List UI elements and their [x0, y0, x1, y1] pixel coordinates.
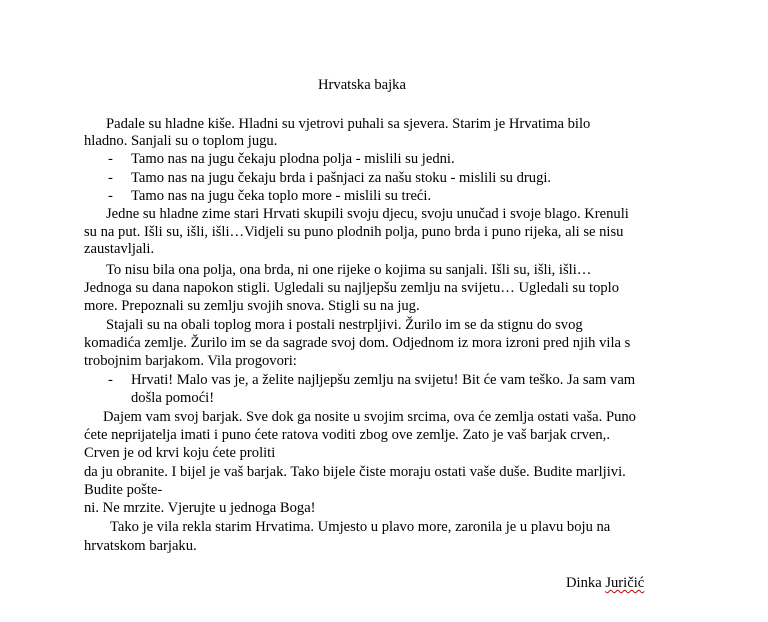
paragraph-5-line-5: Budite pošte- [84, 482, 163, 498]
list-item-1: Tamo nas na jugu čekaju plodna polja - mislili su jedni. [131, 151, 455, 167]
paragraph-6-line-1: Tako je vila rekla starim Hrvatima. Umjesto u plavo more, zaronila je u plavu boju na [110, 519, 611, 535]
fairy-speech-line-1: Hrvati! Malo vas je, a želite najljepšu zemlju na svijetu! Bit će vam teško. Ja sam vam [131, 372, 636, 388]
paragraph-4-line-3: trobojnim barjakom. Vila progovori: [84, 353, 297, 369]
paragraph-4-line-1: Stajali su na obali toplog mora i postali nestrpljivi. Žurilo im se da stignu do svog [106, 317, 583, 333]
paragraph-5-line-2: ćete neprijatelja imati i puno ćete ratova voditi zbog ove zemlje. Zato je vaš barjak crven,. [84, 427, 610, 443]
paragraph-5-line-4: da ju obranite. I bijel je vaš barjak. Tako bijele čiste moraju ostati vaše duše. Budite marljivi. [84, 464, 626, 480]
list-dash: - [108, 188, 113, 204]
paragraph-3-line-3: more. Prepoznali su zemlju svojih snova. Stigli su na jug. [84, 298, 420, 314]
author-first-name: Dinka [566, 575, 602, 591]
paragraph-5-line-3: Crven je od krvi koju ćete proliti [84, 445, 276, 461]
list-dash: - [108, 372, 113, 388]
list-item-3: Tamo nas na jugu čeka toplo more - mislili su treći. [131, 188, 432, 204]
paragraph-3-line-1: To nisu bila ona polja, ona brda, ni one rijeke o kojima su sanjali. Išli su, išli, išli… [106, 262, 592, 278]
paragraph-2-line-2: su na put. Išli su, išli, išli…Vidjeli su puno plodnih polja, puno brda i puno rijeka, ali se nisu [84, 224, 624, 240]
paragraph-3-line-2: Jednoga su dana napokon stigli. Ugledali su najljepšu zemlju na svijetu… Ugledali su toplo [84, 280, 620, 296]
document-title: Hrvatska bajka [318, 77, 406, 93]
paragraph-1-line-1: Padale su hladne kiše. Hladni su vjetrovi puhali sa sjevera. Starim je Hrvatima bilo [106, 116, 591, 132]
author-last-name: Juričić [605, 575, 645, 591]
paragraph-4-line-2: komadića zemlje. Žurilo im se da sagrade svoj dom. Odjednom iz mora izroni pred njih vila s [84, 335, 631, 351]
paragraph-2-line-3: zaustavljali. [84, 241, 155, 257]
author-signature [566, 575, 644, 593]
fairy-speech-line-2: došla pomoći! [131, 390, 215, 406]
paragraph-6-line-2: hrvatskom barjaku. [84, 538, 197, 554]
paragraph-2-line-1: Jedne su hladne zime stari Hrvati skupili svoju djecu, svoju unučad i svoje blago. Krenuli [106, 206, 629, 222]
paragraph-1-line-2: hladno. Sanjali su o toplom jugu. [84, 133, 278, 149]
paragraph-5-line-1: Dajem vam svoj barjak. Sve dok ga nosite u svojim srcima, ova će zemlja ostati vaša. Puno [103, 409, 636, 425]
list-item-2: Tamo nas na jugu čekaju brda i pašnjaci za našu stoku - mislili su drugi. [131, 170, 552, 186]
list-dash: - [108, 170, 113, 186]
list-dash: - [108, 151, 113, 167]
paragraph-5-line-6: ni. Ne mrzite. Vjerujte u jednoga Boga! [84, 500, 316, 516]
